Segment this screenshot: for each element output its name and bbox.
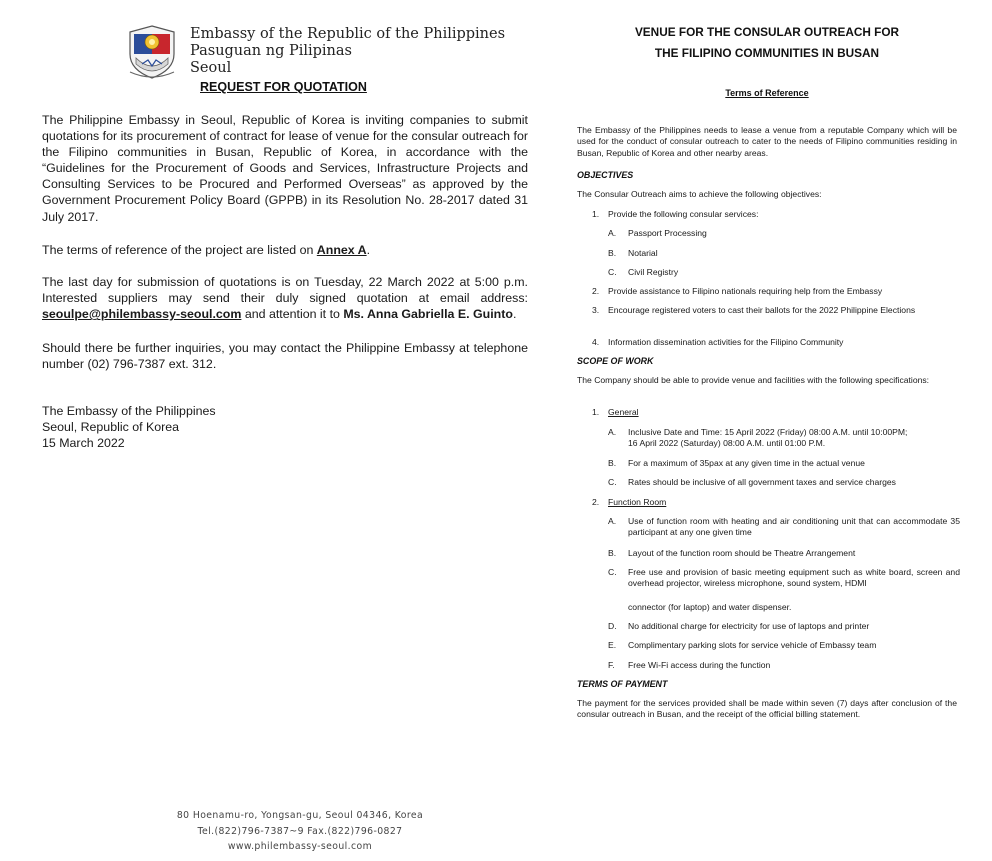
item-number: 4. (592, 337, 600, 347)
item-text: connector (for laptop) and water dispenser. (628, 602, 792, 612)
scope-intro: The Company should be able to provide venue and facilities with the following specifications: (577, 375, 930, 385)
rfq-paragraph-deadline (42, 274, 528, 322)
payment-heading: TERMS OF PAYMENT (577, 679, 668, 689)
item-letter: B. (608, 458, 617, 468)
item-letter: A. (608, 228, 617, 238)
item-text: Use of function room with heating and air conditioning unit that can accommodate 35 participant at any one given time (628, 516, 960, 538)
item-text: Complimentary parking slots for service vehicle of Embassy team (628, 640, 877, 650)
deadline-period: . (512, 307, 517, 322)
signature-location: Seoul, Republic of Korea (42, 420, 180, 435)
deadline-text: The last day for submission of quotations is on Tuesday, 22 March 2022 at 5:00 p.m. Interested suppliers may send their duly signed quotation at email address: (42, 275, 528, 306)
item-text: Information dissemination activities for the Filipino Community (608, 337, 844, 347)
item-number: 2. (592, 497, 600, 507)
item-letter: C. (608, 267, 617, 277)
item-letter: C. (608, 477, 617, 487)
item-text-line: Inclusive Date and Time: 15 April 2022 (Friday) 08:00 A.M. until 10:00PM; (628, 427, 908, 437)
item-text: Function Room (608, 497, 667, 507)
philippine-seal-icon (126, 24, 178, 80)
item-text: Free use and provision of basic meeting equipment such as white board, screen and overhead projector, wireless microphone, sound system, HDMI (628, 567, 960, 589)
tor-main-title-line1: VENUE FOR THE CONSULAR OUTREACH FOR (634, 25, 900, 39)
footer-phone-fax: Tel.(822)796-7387~9 Fax.(822)796-0827 (197, 825, 403, 837)
embassy-name-english: Embassy of the Republic of the Philippines (190, 26, 506, 42)
letter-footer (140, 808, 460, 855)
item-text: Layout of the function room should be Theatre Arrangement (628, 548, 856, 558)
item-text: Passport Processing (628, 228, 707, 238)
footer-website[interactable]: www.philembassy-seoul.com (227, 841, 373, 852)
payment-terms: The payment for the services provided shall be made within seven (7) days after conclusion of the consular outreach in Busan, and the receipt of the official billing statement. (577, 698, 957, 720)
tor-main-title (572, 22, 962, 64)
attention-text: and attention it to (241, 307, 344, 322)
item-letter: B. (608, 248, 617, 258)
item-text: Civil Registry (628, 267, 679, 277)
item-text: General (608, 407, 639, 417)
item-number: 1. (592, 209, 600, 219)
tor-main-title-line2: THE FILIPINO COMMUNITIES IN BUSAN (654, 46, 880, 60)
tor-intro: The Embassy of the Philippines needs to lease a venue from a reputable Company which will be used for the conduct of consular outreach to cater to the needs of Filipino communities residing in Busan, Republic of Korea and other nearby areas. (577, 125, 957, 158)
rfq-title: REQUEST FOR QUOTATION (200, 80, 367, 94)
item-letter: A. (608, 427, 617, 437)
terms-text: The terms of reference of the project are listed on (42, 243, 317, 257)
embassy-name-filipino: Pasuguan ng Pilipinas (190, 43, 352, 59)
contact-person-name: Ms. Anna Gabriella E. Guinto (343, 307, 513, 322)
objectives-heading: OBJECTIVES (577, 170, 634, 180)
item-number: 3. (592, 305, 600, 315)
item-letter: A. (608, 516, 617, 526)
terms-period: . (366, 243, 371, 257)
signature-date: 15 March 2022 (42, 436, 125, 451)
item-text: Provide the following consular services: (608, 209, 759, 219)
item-letter: D. (608, 621, 617, 631)
item-letter: C. (608, 567, 617, 577)
rfq-paragraph-terms (42, 242, 528, 258)
terms-of-reference-heading: Terms of Reference (725, 88, 809, 98)
signature-embassy: The Embassy of the Philippines (42, 404, 216, 418)
item-text: Provide assistance to Filipino nationals requiring help from the Embassy (608, 286, 883, 296)
embassy-letterhead (190, 26, 505, 77)
rfq-paragraph-invitation: The Philippine Embassy in Seoul, Republic of Korea is inviting companies to submit quotations for its procurement of contract for lease of venue for the consular outreach for the Filipino communities in Busan, Republic of Korea, in accordance with the “Guidelines for the Procurement of Goods and Services, Infrastructure Projects and Consulting Services to be Procured and Performed Overseas” as approved by the Government Procurement Policy Board (GPPB) in its Resolution No. 28-2017 dated 31 July 2017. (42, 113, 528, 224)
item-text: Encourage registered voters to cast their ballots for the 2022 Philippine Elections (608, 305, 916, 315)
item-text: No additional charge for electricity for use of laptops and printer (628, 621, 870, 631)
annex-a-link[interactable]: Annex A (316, 243, 367, 257)
footer-address: 80 Hoenamu-ro, Yongsan-gu, Seoul 04346, Korea (176, 810, 424, 821)
item-letter: E. (608, 640, 617, 650)
objectives-intro: The Consular Outreach aims to achieve the following objectives: (577, 189, 822, 199)
item-text (628, 427, 960, 450)
item-text: Notarial (628, 248, 658, 258)
rfq-paragraph-inquiries: Should there be further inquiries, you may contact the Philippine Embassy at telephone number (02) 796-7387 ext. 312. (42, 341, 528, 372)
email-link[interactable]: seoulpe@philembassy-seoul.com (42, 307, 242, 322)
signature-block (42, 403, 216, 451)
item-letter: F. (608, 660, 615, 670)
item-text: For a maximum of 35pax at any given time in the actual venue (628, 458, 865, 468)
item-text: Rates should be inclusive of all government taxes and service charges (628, 477, 896, 487)
item-number: 1. (592, 407, 600, 417)
embassy-city: Seoul (190, 60, 232, 76)
scope-heading: SCOPE OF WORK (577, 356, 654, 366)
terms-of-reference-page (572, 0, 992, 861)
item-text: Free Wi-Fi access during the function (628, 660, 771, 670)
item-text-line: 16 April 2022 (Saturday) 08:00 A.M. until 01:00 P.M. (628, 438, 826, 449)
item-number: 2. (592, 286, 600, 296)
item-letter: B. (608, 548, 617, 558)
